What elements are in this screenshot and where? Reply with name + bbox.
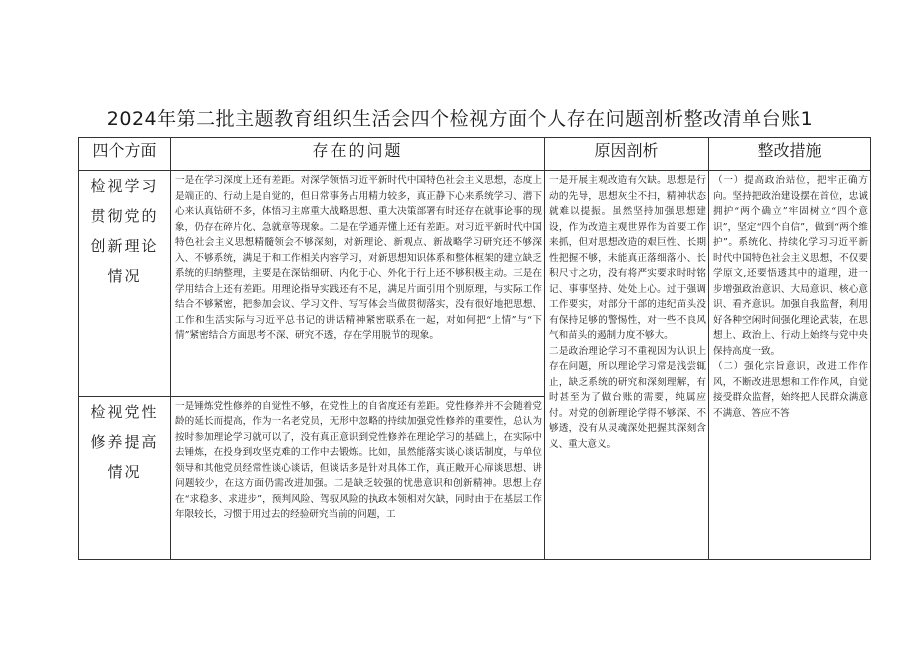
cause-cell xyxy=(545,171,709,560)
header-aspect: 四个方面 xyxy=(79,138,171,171)
aspect-cell xyxy=(79,171,171,397)
table-row xyxy=(79,171,871,397)
aspect-line: 贯彻党的 xyxy=(90,207,159,225)
aspect-line: 情况 xyxy=(107,462,142,481)
measures-cell xyxy=(709,171,871,560)
aspect-line: 情况 xyxy=(107,267,142,285)
aspect-line: 检视党性 xyxy=(90,402,159,421)
problem-text: 一是在学习深度上还有差距。对深学领悟习近平新时代中国特色社会主义思想，态度上是端正的、行动上是自觉的，但日常事务占用精力较多，真正静下心来系统学习、潜下心来认真钻研不多，体悟习主席重大战略思想、重大决策部署有时还存在就事论事的现象，仍存在碎片化、急就章等现象。二是在学通弄懂上还有差距。对习近平新时代中国特色社会主义思想精髓领会不够深刻，对新理论、新观点、新战略学习研究还不够深入、不够系统，满足于和工作相关内容学习，对新思想知识体系和整体框架的建立缺乏系统的归纳整理，主要是在深钻细研、内化于心、外化于行上还不够积极主动。三是在学用结合上还有差距。用理论指导实践还有不足，满足片面引用个别原理，与实际工作结合不够紧密，把参加会议、学习文件、写写体会当做贯彻落实，没有很好地把思想、工作和生活实际与习近平总书记的讲话精神紧密联系在一起，对如何把“上情”与“下情”紧密结合方面思考不深、研究不透，存在学用脱节的现象。 xyxy=(175,175,542,341)
problem-cell xyxy=(171,396,545,559)
aspect-line: 检视学习 xyxy=(90,177,159,195)
aspect-line: 创新理论 xyxy=(90,237,159,255)
header-cause: 原因剖析 xyxy=(545,138,709,171)
cause-text: 一是开展主观改造有欠缺。思想是行动的先导，思想灰尘不扫，精神状态就难以提振。虽然坚持加强思想建设，作为改造主观世界作为首要工作来抓，但对思想改造的艰巨性、长期性把握不够，未能真正落细落小、长积尺寸之功，没有将严实要求时时铭记、事事坚持、处处上心。过于强调工作要实，对部分干部的违纪苗头没有保持足够的警惕性，对一些不良风气和苗头的遏制力度不够大。 二是政治理论学习不重视因为认识上存在问题，所以理论学习常是浅尝辄止，缺乏系统的研究和深刻理解，有时甚至为了做台账的需要，纯属应付。对党的创新理论学得不够深、不够透，没有从灵魂深处把握其深刻含义、重大意义。 xyxy=(549,175,706,450)
aspect-line: 修养提高 xyxy=(90,432,159,451)
problem-text: 一是锤炼党性修养的自觉性不够，在党性上的自省度还有差距。党性修养并不会随着党龄的延长而提高，作为一名老党员，无形中忽略的持续加强党性修养的重要性，总认为按时参加理论学习就可以了，没有真正意识到党性修养在理论学习的基础上，在实际中去锤炼，在投身到攻坚克难的工作中去锻炼。比如，虽然能落实谈心谈话制度，与单位领导和其他党员经常性谈心谈话，但谈话多是针对具体工作，真正敞开心扉谈思想、讲问题较少，在这方面仍需改进加强。二是缺乏较强的忧患意识和创新精神。思想上存在“求稳多、求进步”，预判风险、驾驭风险的执政本领相对欠缺，同时由于在基层工作年限较长，习惯于用过去的经验研究当前的问题，工 xyxy=(175,400,542,521)
header-problem: 存在的问题 xyxy=(171,138,545,171)
header-row xyxy=(79,138,871,171)
document-title: 2024年第二批主题教育组织生活会四个检视方面个人存在问题剖析整改清单台账1 xyxy=(106,108,814,130)
problem-cell xyxy=(171,171,545,397)
aspect-cell xyxy=(79,396,171,559)
header-measures: 整改措施 xyxy=(709,138,871,171)
rectification-table xyxy=(78,137,871,560)
measures-text: （一）提高政治站位，把牢正确方向。坚持把政治建设摆在首位，忠诚拥护“两个确立”牢固树立“四个意识”，坚定“四个自信”，做到“两个维护”。系统化、持续化学习习近平新时代中国特色社会主义思想，不仅要学原文,还要悟透其中的道理，进一步增强政治意识、大局意识、核心意识、看齐意识。加强自我监督，利用好各种空闲时间强化理论武装，在思想上、政治上、行动上始终与党中央保持高度一致。 （二）强化宗旨意识，改进工作作风，不断改进思想和工作作风，自觉接受群众监督，始终把人民群众满意不满意、答应不答 xyxy=(713,175,868,419)
